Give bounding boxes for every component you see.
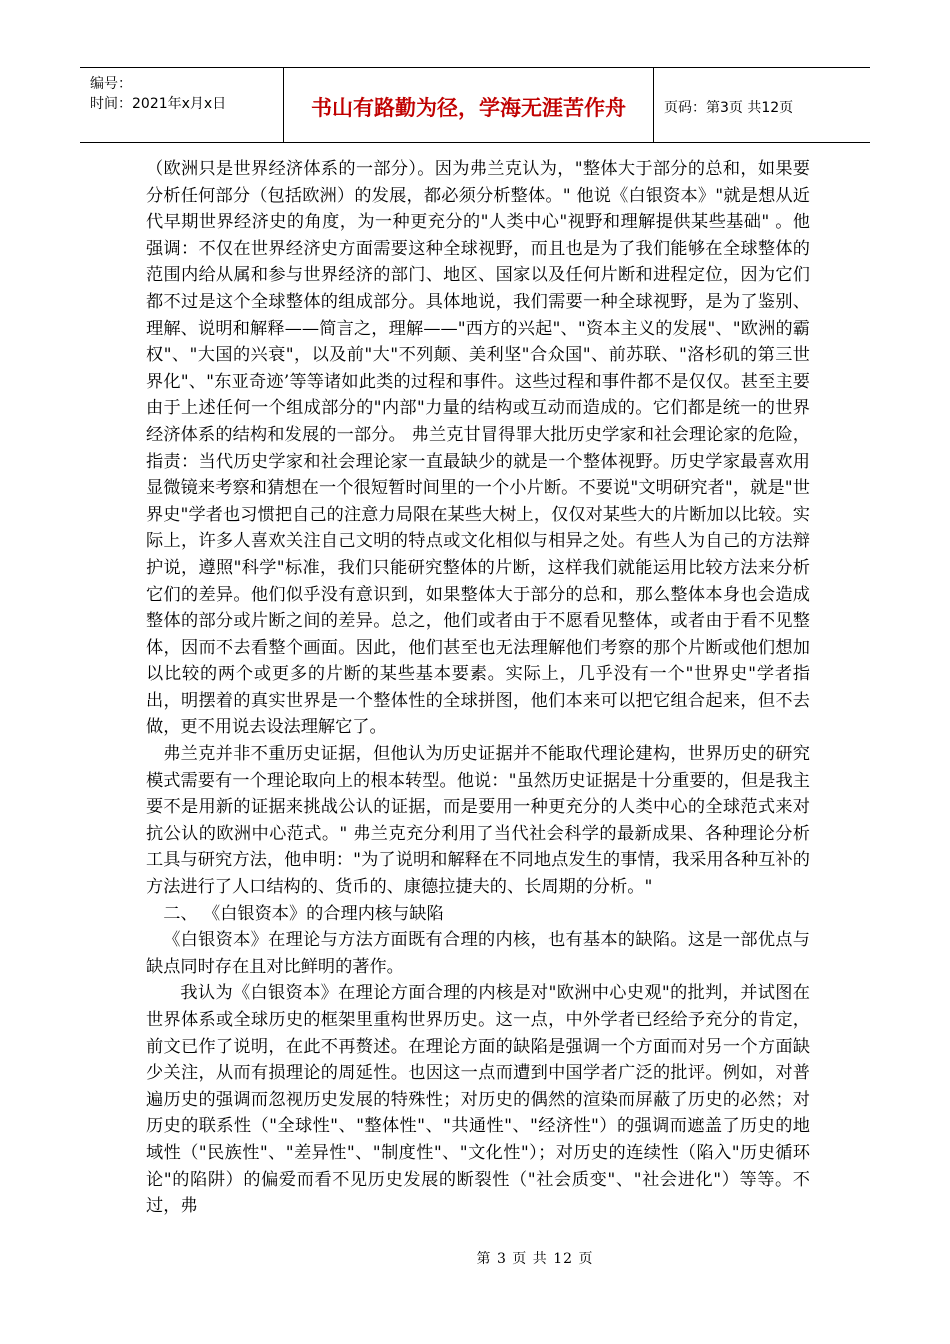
document-body bbox=[146, 156, 810, 1220]
body-paragraph-4: 我认为《白银资本》在理论方面合理的内核是对"欧洲中心史观"的批判，并试图在世界体系或全球历史的框架里重构世界历史。这一点，中外学者已经给予充分的肯定，前文已作了说明，在此不再赘述。在理论方面的缺陷是强调一个方面而对另一个方面缺少关注，从而有损理论的周延性。也因这一点而遭到中国学者广泛的批评。例如，对普遍历史的强调而忽视历史发展的特殊性；对历史的偶然的渲染而屏蔽了历史的必然；对历史的联系性（"全球性"、"整体性"、"共通性"、"经济性"）的强调而遮盖了历史的地域性（"民族性"、"差异性"、"制度性"、"文化性"）；对历史的连续性（陷入"历史循环论"的陷阱）的偏爱而看不见历史发展的断裂性（"社会质变"、"社会进化"）等等。不过，弗 bbox=[146, 983, 810, 1217]
header-page-info: 页码：第3页 共12页 bbox=[664, 100, 794, 116]
body-paragraph-2: 弗兰克并非不重历史证据，但他认为历史证据并不能取代理论建构，世界历史的研究模式需要有一个理论取向上的根本转型。他说："虽然历史证据是十分重要的，但是我主要不是用新的证据来挑战公认的证据，而是要用一种更充分的人类中心的全球范式来对抗公认的欧洲中心范式。" 弗兰克充分利用了当代社会科学的最新成果、各种理论分析工具与研究方法，他申明："为了说明和解释在不同地点发生的事情，我采用各种互补的方法进行了人口结构的、货币的、康德拉捷夫的、长周期的分析。" bbox=[146, 744, 810, 898]
body-paragraph-3: 《白银资本》在理论与方法方面既有合理的内核，也有基本的缺陷。这是一部优点与缺点同时存在且对比鲜明的著作。 bbox=[146, 930, 810, 977]
page-header bbox=[80, 67, 870, 143]
body-paragraph-1: （欧洲只是世界经济体系的一部分）。因为弗兰克认为，"整体大于部分的总和，如果要分析任何部分（包括欧洲）的发展，都必须分析整体。" 他说《白银资本》"就是想从近代早期世界经济史的角度，为一种更充分的"人类中心"视野和理解提供某些基础" 。他强调：不仅在世界经济史方面需要这种全球视野，而且也是为了我们能够在全球整体的范围内给从属和参与世界经济的部门、地区、国家以及任何片断和进程定位，因为它们都不过是这个全球整体的组成部分。具体地说，我们需要一种全球视野，是为了鉴别、理解、说明和解释——简言之，理解——"西方的兴起"、"资本主义的发展"、"欧洲的霸权"、"大国的兴衰"，以及前"大"不列颠、美利坚"合众国"、前苏联、"洛杉矶的第三世界化"、"东亚奇迹’等等诸如此类的过程和事件。这些过程和事件都不是仅仅。甚至主要由于上述任何一个组成部分的"内部"力量的结构或互动而造成的。它们都是统一的世界经济体系的结构和发展的一部分。 弗兰克甘冒得罪大批历史学家和社会理论家的危险，指责：当代历史学家和社会理论家一直最缺少的就是一个整体视野。历史学家最喜欢用显微镜来考察和猜想在一个很短暂时间里的一个小片断。不要说"文明研究者"，就是"世界史"学者也习惯把自己的注意力局限在某些大树上，仅仅对某些大的片断加以比较。实际上，许多人喜欢关注自己文明的特点或文化相似与相异之处。有些人为自己的方法辩护说，遵照"科学"标准，我们只能研究整体的片断，这样我们就能运用比较方法来分析它们的差异。他们似乎没有意识到，如果整体大于部分的总和，那么整体本身也会造成整体的部分或片断之间的差异。总之，他们或者由于不愿看见整体，或者由于看不见整体，因而不去看整个画面。因此，他们甚至也无法理解他们考察的那个片断或他们想加以比较的两个或更多的片断的某些基本要素。实际上，几乎没有一个"世界史"学者指出，明摆着的真实世界是一个整体性的全球拼图，他们本来可以把它组合起来，但不去做，更不用说去设法理解它了。 bbox=[146, 159, 810, 738]
header-meta bbox=[80, 68, 284, 142]
doc-time-label: 时间：2021年x月x日 bbox=[90, 96, 227, 112]
section-heading: 二、 《白银资本》的合理内核与缺陷 bbox=[163, 903, 444, 924]
page-footer: 第 3 页 共 12 页 bbox=[476, 1251, 594, 1267]
doc-number-label: 编号： bbox=[90, 76, 132, 92]
header-motto: 书山有路勤为径，学海无涯苦作舟 bbox=[284, 68, 654, 142]
